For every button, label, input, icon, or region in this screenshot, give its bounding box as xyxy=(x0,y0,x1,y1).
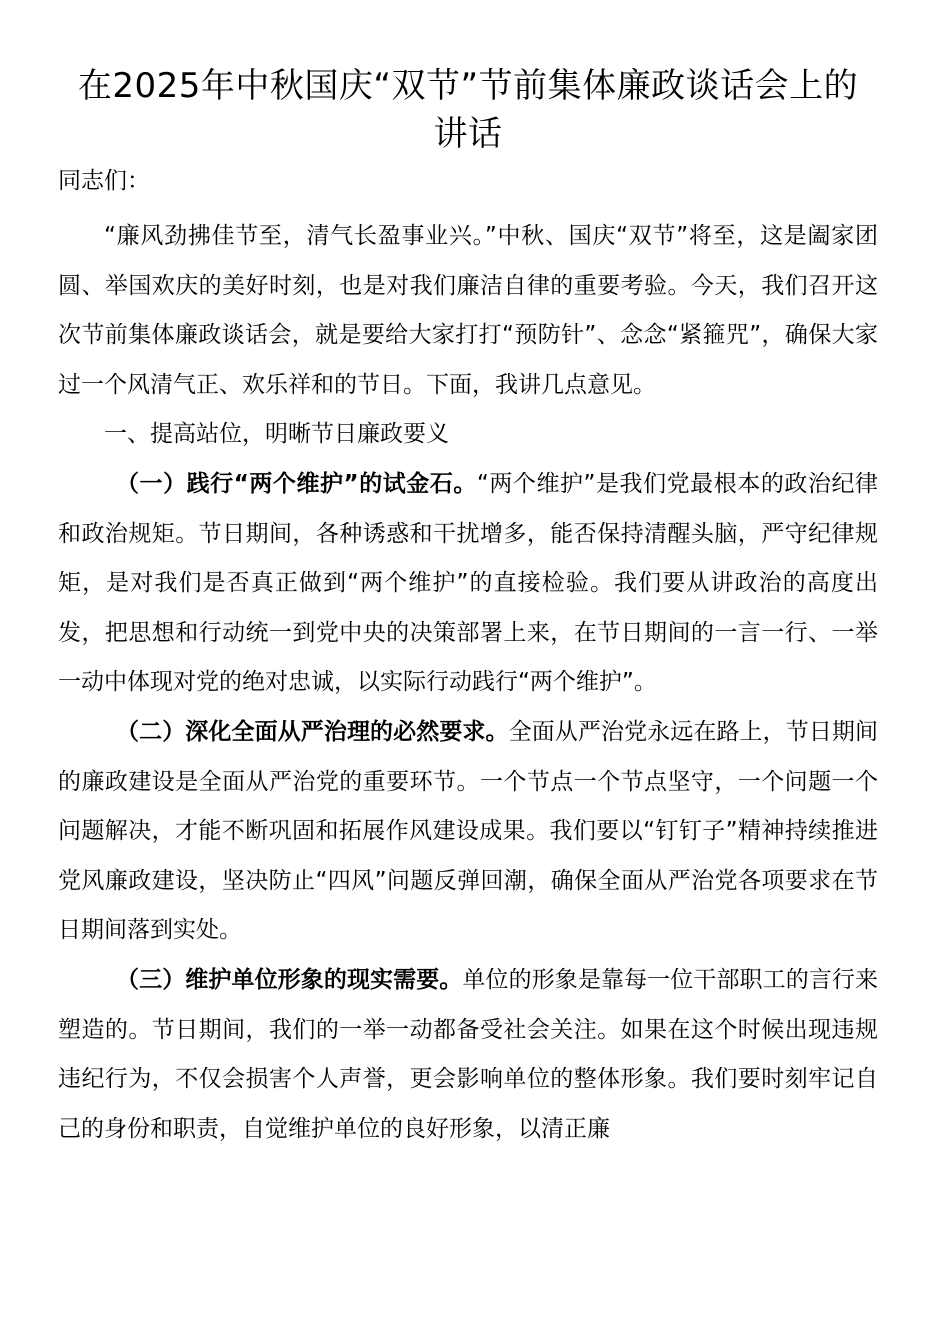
point-paragraph-1 xyxy=(58,460,878,708)
point-body-3: 单位的形象是靠每一位干部职工的言行来塑造的。节日期间，我们的一举一动都备受社会关注。如果在这个时候出现违规违纪行为，不仅会损害个人声誉，更会影响单位的整体形象。我们要时刻牢记自己的身份和职责，自觉维护单位的良好形象，以清正廉 xyxy=(58,966,878,1142)
point-body-2: 全面从严治党永远在路上，节日期间的廉政建设是全面从严治党的重要环节。一个节点一个节点坚守，一个问题一个问题解决，才能不断巩固和拓展作风建设成果。我们要以“钉钉子”精神持续推进党风廉政建设，坚决防止“四风”问题反弹回潮，确保全面从严治党各项要求在节日期间落到实处。 xyxy=(58,718,878,944)
point-body-1: “两个维护”是我们党最根本的政治纪律和政治规矩。节日期间，各种诱惑和干扰增多，能否保持清醒头脑，严守纪律规矩，是对我们是否真正做到“两个维护”的直接检验。我们要从讲政治的高度出发，把思想和行动统一到党中央的决策部署上来，在节日期间的一言一行、一举一动中体现对党的绝对忠诚，以实际行动践行“两个维护”。 xyxy=(58,470,878,696)
document-title: 在2025年中秋国庆“双节”节前集体廉政谈话会上的讲话 xyxy=(77,66,859,154)
point-paragraph-3 xyxy=(58,956,878,1154)
section-heading-1: 一、提高站位，明晰节日廉政要义 xyxy=(104,421,449,448)
intro-paragraph: “廉风劲拂佳节至，清气长盈事业兴。”中秋、国庆“双节”将至，这是阖家团圆、举国欢庆的美好时刻，也是对我们廉洁自律的重要考验。今天，我们召开这次节前集体廉政谈话会，就是要给大家打打“预防针”、念念“紧箍咒”，确保大家过一个风清气正、欢乐祥和的节日。下面，我讲几点意见。 xyxy=(58,223,878,398)
point-paragraph-2 xyxy=(58,708,878,956)
point-title-1: （一）践行“两个维护”的试金石。 xyxy=(116,470,477,497)
point-title-2: （二）深化全面从严治理的必然要求。 xyxy=(116,718,509,745)
point-title-3: （三）维护单位形象的现实需要。 xyxy=(116,966,463,993)
salutation: 同志们： xyxy=(58,168,150,194)
